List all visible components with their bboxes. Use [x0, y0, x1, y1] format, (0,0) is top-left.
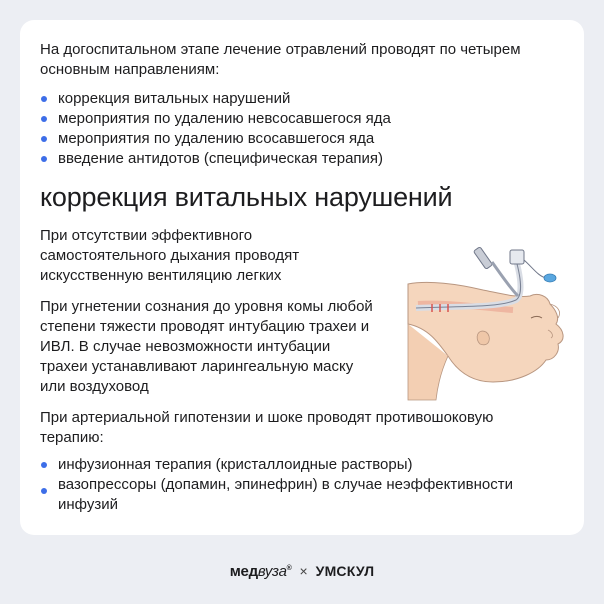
- intubation-illustration-icon: [388, 232, 578, 402]
- bullet-dot-icon: [41, 488, 47, 494]
- bullet-dot-icon: [41, 116, 47, 122]
- brand-separator: ×: [299, 563, 308, 579]
- brand-umskul-logo: УМСКУЛ: [315, 563, 375, 579]
- footer-brands: [0, 560, 604, 582]
- directions-list: [40, 89, 560, 169]
- paragraph-intubation: При угнетении сознания до уровня комы любой степени тяжести проводят интубацию трахеи и ИВЛ. В случае невозможности интубации трахеи устанавливают ларингеальную маску или воздуховод: [40, 298, 373, 395]
- section-heading: коррекция витальных нарушений: [40, 182, 453, 212]
- paragraph-shock: При артериальной гипотензии и шоке проводят противошоковую терапию:: [40, 409, 494, 446]
- list-item: коррекция витальных нарушений: [40, 89, 560, 109]
- content-card: [20, 20, 584, 535]
- list-item: мероприятия по удалению невсосавшегося яда: [40, 109, 560, 129]
- bullet-dot-icon: [41, 96, 47, 102]
- therapy-list: [40, 455, 560, 515]
- bullet-dot-icon: [41, 136, 47, 142]
- intro-text: На догоспитальном этапе лечение отравлений проводят по четырем основным направлениям:: [40, 41, 521, 78]
- bullet-dot-icon: [41, 156, 47, 162]
- paragraph-ventilation: При отсутствии эффективного самостоятельного дыхания проводят искусственную вентиляцию легких: [40, 227, 300, 284]
- bullet-dot-icon: [41, 462, 47, 468]
- list-item: введение антидотов (специфическая терапия): [40, 149, 560, 169]
- list-item: инфузионная терапия (кристаллоидные растворы): [40, 455, 560, 475]
- brand-medvuza-logo: медвуза®: [229, 562, 292, 580]
- list-item: вазопрессоры (допамин, эпинефрин) в случае неэффективности инфузий: [40, 475, 560, 515]
- list-item: мероприятия по удалению всосавшегося яда: [40, 129, 560, 149]
